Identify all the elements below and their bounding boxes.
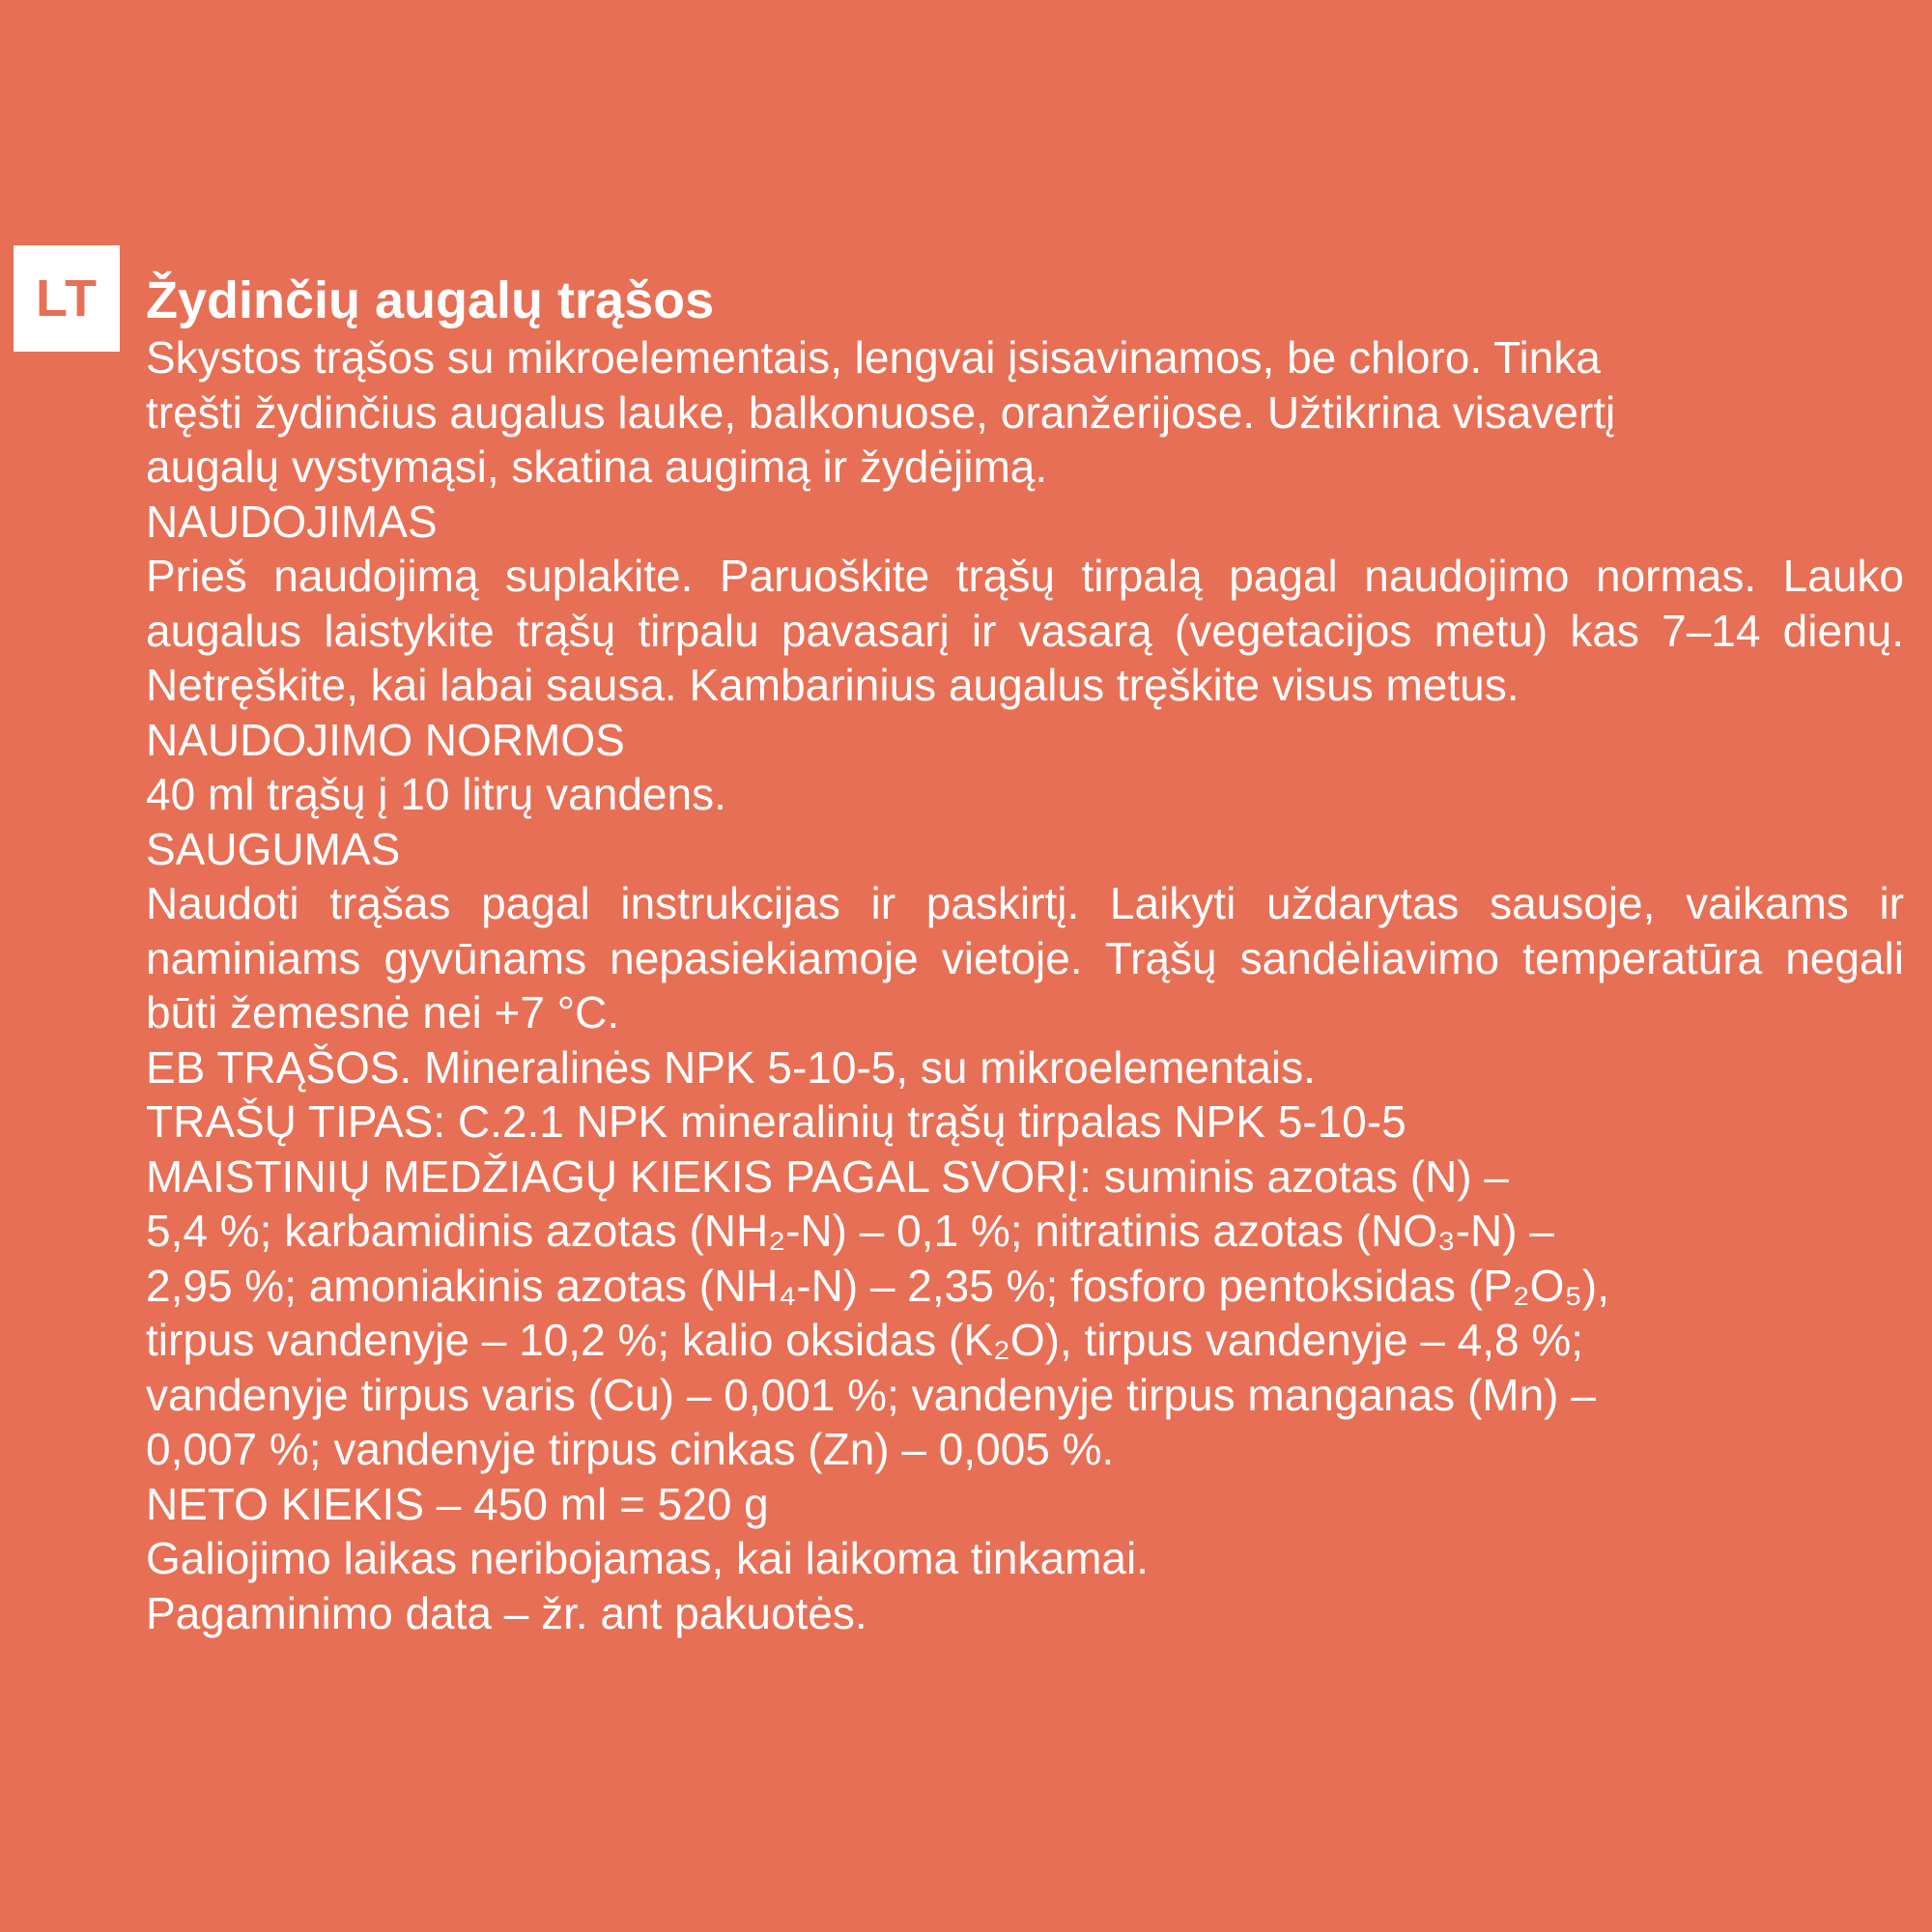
- intro-line: tręšti žydinčius augalus lauke, balkonuose, oranžerijose. Užtikrina visavertį: [146, 386, 1616, 438]
- norms-text: 40 ml trąšų į 10 litrų vandens.: [146, 769, 726, 819]
- validity-line: Galiojimo laikas neribojamas, kai laikoma tinkamai.: [146, 1533, 1149, 1583]
- safety-heading: SAUGUMAS: [146, 823, 401, 874]
- nutrients-line: tirpus vandenyje – 10,2 %; kalio oksidas (K₂O), tirpus vandenyje – 4,8 %;: [146, 1315, 1584, 1365]
- product-title: Žydinčių augalų trąšos: [146, 271, 715, 329]
- production-date-line: Pagaminimo data – žr. ant pakuotės.: [146, 1587, 867, 1638]
- fertilizer-type-line: TRAŠŲ TIPAS: C.2.1 NPK mineralinių trąšų tirpalas NPK 5-10-5: [146, 1096, 1406, 1147]
- label-text-block: [146, 270, 1904, 1640]
- nutrients-line: 0,007 %; vandenyje tirpus cinkas (Zn) – 0,005 %.: [146, 1424, 1115, 1474]
- nutrients-line: MAISTINIŲ MEDŽIAGŲ KIEKIS PAGAL SVORĮ: suminis azotas (N) –: [146, 1151, 1509, 1202]
- nutrients-line: vandenyje tirpus varis (Cu) – 0,001 %; vandenyje tirpus manganas (Mn) –: [146, 1369, 1596, 1420]
- intro-line: augalų vystymąsi, skatina augimą ir žydėjimą.: [146, 441, 1048, 492]
- language-code-badge: LT: [14, 245, 120, 352]
- usage-heading: NAUDOJIMAS: [146, 496, 438, 547]
- nutrients-line: 5,4 %; karbamidinis azotas (NH₂-N) – 0,1 %; nitratinis azotas (NO₃-N) –: [146, 1206, 1554, 1256]
- intro-line: Skystos trąšos su mikroelementais, lengvai įsisavinamos, be chloro. Tinka: [146, 332, 1601, 383]
- nutrients-line: 2,95 %; amoniakinis azotas (NH₄-N) – 2,35 %; fosforo pentoksidas (P₂O₅),: [146, 1260, 1610, 1311]
- eb-fertilizer-line: EB TRĄŠOS. Mineralinės NPK 5-10-5, su mikroelementais.: [146, 1041, 1316, 1093]
- usage-text: Prieš naudojimą suplakite. Paruoškite trąšų tirpalą pagal naudojimo normas. Lauko augalus laistykite trąšų tirpalu pavasarį ir vasarą (vegetacijos metu) kas 7–14 dienų. Netręškite, kai labai sausa. Kambarinius augalus tręškite visus metus.: [146, 551, 1904, 710]
- norms-heading: NAUDOJIMO NORMOS: [146, 714, 625, 765]
- safety-text: Naudoti trąšas pagal instrukcijas ir paskirtį. Laikyti uždarytas sausoje, vaikams ir naminiams gyvūnams nepasiekiamoje vietoje. Trąšų sandėliavimo temperatūra negali būti žemesnė nei +7 °C.: [146, 878, 1904, 1037]
- net-quantity-line: NETO KIEKIS – 450 ml = 520 g: [146, 1478, 769, 1529]
